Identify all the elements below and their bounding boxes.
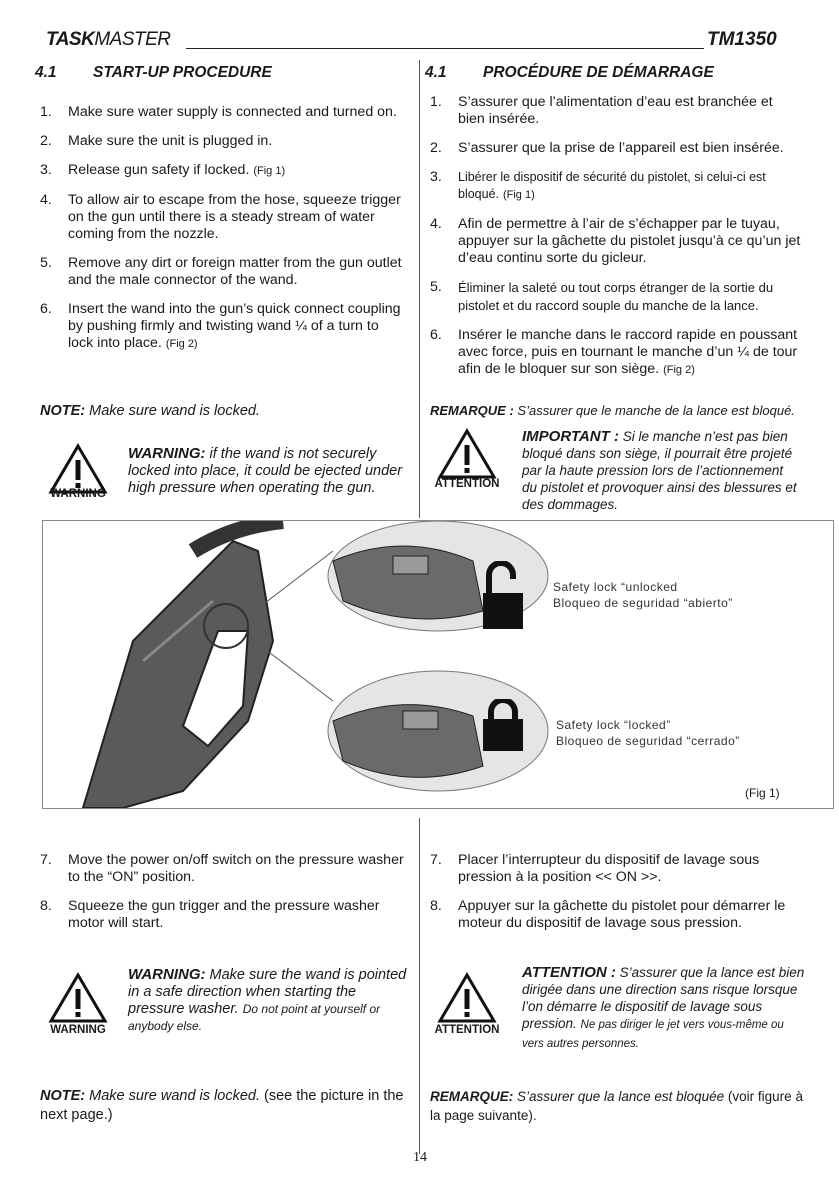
steps-en: [40, 104, 405, 365]
gun-illustration: [43, 521, 833, 808]
list-item: 5. Remove any dirt or foreign matter from the gun outlet and the male connector of the wand.: [40, 255, 402, 288]
note2-fr: REMARQUE: S’assurer que la lance est bloquée (voir figure à la page suivante).: [430, 1089, 803, 1123]
warning-text-fr: IMPORTANT : Si le manche n’est pas bien bloqué dans son siège, il pourrait être projeté par la haute pression lors de l’actionnement du pistolet et provoquer ainsi des blessures et des dommages.: [522, 428, 797, 512]
unlocked-caption: Safety lock “unlocked Bloqueo de seguridad “abierto”: [553, 580, 733, 610]
list-item: 2. S’assurer que la prise de l’appareil est bien insérée.: [430, 140, 784, 156]
steps-fr: [430, 94, 802, 391]
attention-triangle-icon: [437, 972, 497, 1024]
brand-logo: TASKMASTER: [46, 29, 171, 50]
list-item: 8. Squeeze the gun trigger and the pressure washer motor will start.: [40, 898, 380, 931]
figure-label: (Fig 1): [745, 786, 780, 800]
attention-icon-label: ATTENTION: [434, 1024, 500, 1036]
list-item: 7. Move the power on/off switch on the pressure washer to the “ON” position.: [40, 852, 404, 885]
section-heading-fr: 4.1 PROCÉDURE DE DÉMARRAGE: [425, 64, 714, 81]
note2-en: NOTE: Make sure wand is locked. (see the picture in the next page.): [40, 1088, 404, 1123]
list-item: 1. Make sure water supply is connected and turned on.: [40, 104, 397, 120]
column-divider-top: [419, 60, 420, 518]
warning2-text-fr: ATTENTION : S’assurer que la lance est bien dirigée dans une direction sans risque lorsque l’on démarre le dispositif de lavage sous pression. Ne pas diriger le jet vers vous-même ou vers autres personnes.: [522, 964, 805, 1050]
locked-caption: Safety lock “locked” Bloqueo de seguridad “cerrado”: [556, 718, 740, 748]
warning2-text-en: WARNING: Make sure the wand is pointed in a safe direction when starting the pressure washer. Do not point at yourself or anybody else.: [128, 966, 407, 1033]
list-item: 1. S’assurer que l’alimentation d’eau est branchée et bien insérée.: [430, 94, 773, 127]
locked-padlock-icon: [483, 699, 523, 758]
section-heading-en: 4.1 START-UP PROCEDURE: [35, 64, 272, 81]
attention-triangle-icon: [437, 428, 497, 480]
attention-icon-label: ATTENTION: [434, 478, 500, 490]
steps-en-2: [40, 852, 405, 944]
list-item: 2. Make sure the unit is plugged in.: [40, 133, 273, 149]
unlocked-padlock-icon: [483, 561, 523, 636]
list-item: 3. Libérer le dispositif de sécurité du pistolet, si celui-ci est bloqué. (Fig 1): [430, 169, 766, 201]
list-item: 8. Appuyer sur la gâchette du pistolet pour démarrer le moteur du dispositif de lavage sous pression.: [430, 898, 786, 931]
note-fr: REMARQUE : S’assurer que le manche de la lance est bloqué.: [430, 403, 795, 418]
list-item: 5. Éliminer la saleté ou tout corps étranger de la sortie du pistolet et du raccord souple du manche de la lance.: [430, 279, 774, 313]
list-item: 4. Afin de permettre à l’air de s’échapper par le tuyau, appuyer sur la gâchette du pistolet jusqu’à ce qu’un jet d’eau continu sorte du gicleur.: [430, 216, 801, 266]
header-rule: [186, 48, 704, 49]
warning-text-en: WARNING: if the wand is not securely locked into place, it could be ejected under high pressure when operating the gun.: [128, 445, 403, 496]
column-divider-bottom: [419, 818, 420, 1154]
note-en: NOTE: Make sure wand is locked.: [40, 403, 260, 419]
figure-safety-lock: [42, 520, 834, 809]
warning-icon-label: WARNING: [50, 1024, 106, 1036]
warning-triangle-icon: [48, 972, 108, 1024]
list-item: 6. Insérer le manche dans le raccord rapide en poussant avec force, puis en tournant le manche d’un ¼ de tour afin de le bloquer sur son siège. (Fig 2): [430, 327, 798, 377]
list-item: 6. Insert the wand into the gun’s quick connect coupling by pushing firmly and twisting wand ¼ of a turn to lock into place. (Fig 2): [40, 301, 401, 351]
list-item: 4. To allow air to escape from the hose, squeeze trigger on the gun until there is a steady stream of water coming from the nozzle.: [40, 192, 401, 242]
warning-icon-label: WARNING: [50, 488, 106, 500]
page-number: 14: [413, 1150, 427, 1165]
list-item: 7. Placer l’interrupteur du dispositif de lavage sous pression à la position << ON >>.: [430, 852, 760, 885]
steps-fr-2: [430, 852, 802, 944]
list-item: 3. Release gun safety if locked. (Fig 1): [40, 162, 286, 178]
model-number: TM1350: [707, 29, 777, 50]
